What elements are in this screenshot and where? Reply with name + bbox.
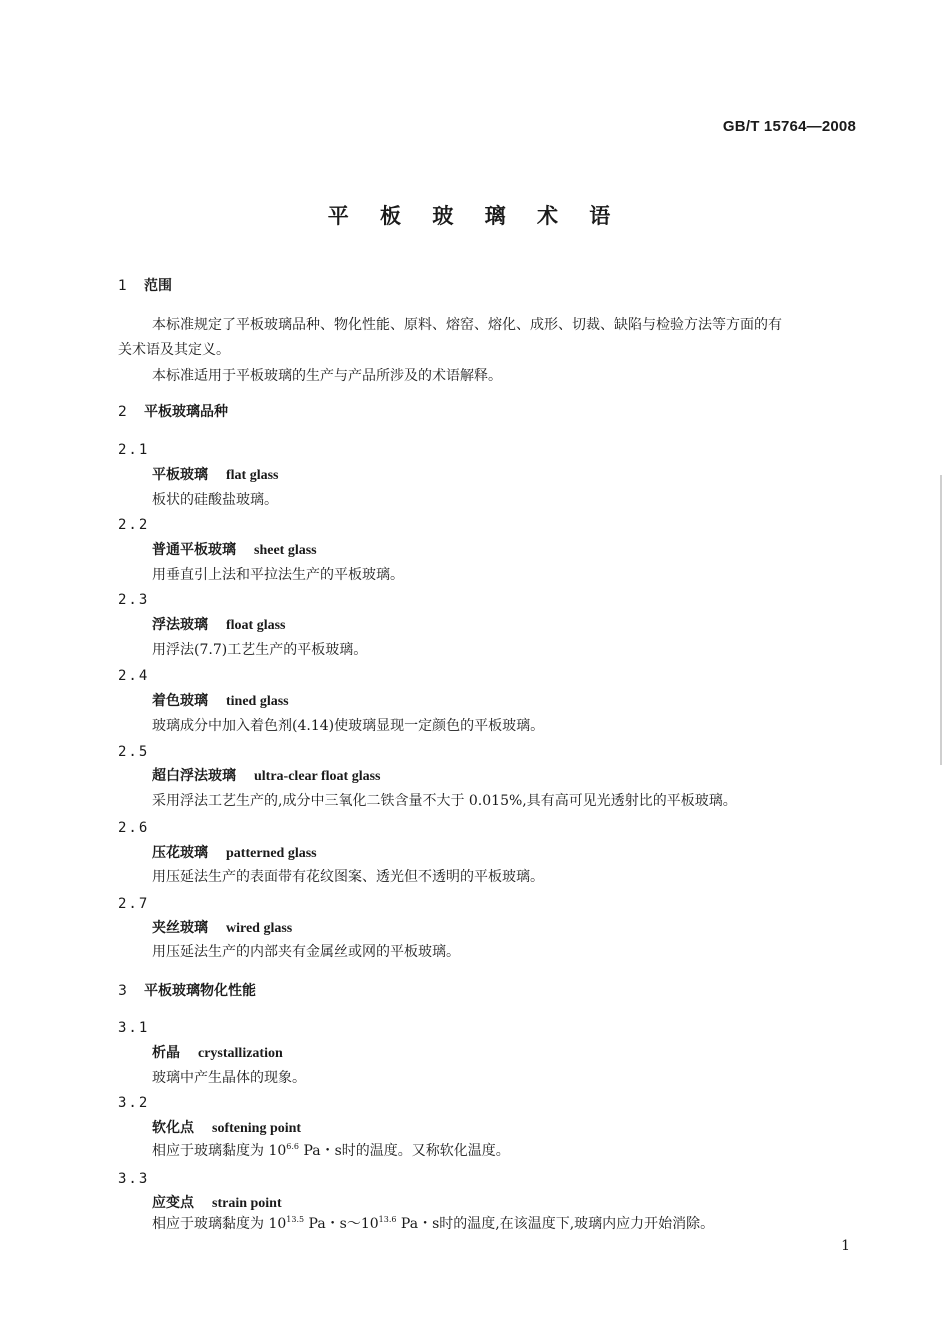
- exponent: 13.6: [378, 1215, 397, 1224]
- term-zh: 超白浮法玻璃: [152, 768, 236, 784]
- term-zh: 着色玻璃: [152, 693, 208, 709]
- section-title: 范围: [144, 278, 172, 294]
- term-en: tined glass: [226, 694, 289, 709]
- definition-text: 相应于玻璃黏度为 10: [152, 1143, 287, 1159]
- term-en: float glass: [226, 618, 286, 633]
- term-en: patterned glass: [226, 846, 317, 861]
- page-title: 平 板 玻 璃 术 语: [327, 204, 623, 228]
- term-definition: 用垂直引上法和平拉法生产的平板玻璃。: [152, 567, 404, 583]
- term-en: softening point: [212, 1121, 302, 1136]
- term-entry: [152, 540, 317, 561]
- term-definition: 玻璃成分中加入着色剂(4.14)使玻璃显现一定颜色的平板玻璃。: [152, 718, 545, 734]
- section-title: 平板玻璃品种: [144, 404, 228, 420]
- term-number: 3.2: [118, 1095, 150, 1111]
- section-heading-1: [118, 276, 172, 296]
- term-zh: 析晶: [152, 1045, 180, 1061]
- term-number: 2.2: [118, 517, 150, 533]
- term-number: 2.5: [118, 744, 150, 760]
- definition-text: Pa・s时的温度。又称软化温度。: [299, 1143, 510, 1159]
- term-entry: [152, 766, 381, 787]
- exponent: 13.5: [286, 1215, 305, 1224]
- definition-text: Pa・s时的温度,在该温度下,玻璃内应力开始消除。: [396, 1216, 715, 1232]
- term-number: 3.1: [118, 1020, 150, 1036]
- term-entry: [152, 691, 289, 712]
- term-definition: 采用浮法工艺生产的,成分中三氧化二铁含量不大于 0.015%,具有高可见光透射比的平板玻璃。: [152, 793, 737, 809]
- exponent: 6.6: [286, 1142, 299, 1151]
- section-number: 2: [118, 404, 127, 420]
- term-en: sheet glass: [254, 543, 317, 558]
- term-zh: 平板玻璃: [152, 467, 208, 483]
- term-number: 2.4: [118, 668, 150, 684]
- term-entry: [152, 918, 292, 939]
- term-number: 2.6: [118, 820, 150, 836]
- term-entry: [152, 1193, 282, 1214]
- term-zh: 软化点: [152, 1120, 194, 1136]
- term-en: strain point: [212, 1196, 282, 1211]
- term-entry: [152, 1118, 301, 1139]
- section-title: 平板玻璃物化性能: [144, 983, 256, 999]
- term-number: 2.1: [118, 442, 150, 458]
- term-number: 2.3: [118, 592, 150, 608]
- scan-edge-divider: [940, 475, 942, 765]
- term-en: crystallization: [198, 1046, 283, 1061]
- page-number: 1: [841, 1238, 850, 1254]
- term-definition: 用压延法生产的表面带有花纹图案、透光但不透明的平板玻璃。: [152, 869, 544, 885]
- term-en: wired glass: [226, 921, 293, 936]
- term-definition: [152, 1214, 714, 1234]
- section-number: 3: [118, 983, 127, 999]
- term-zh: 压花玻璃: [152, 845, 208, 861]
- term-zh: 普通平板玻璃: [152, 542, 236, 558]
- definition-text: Pa・s～10: [304, 1216, 379, 1232]
- term-number: 2.7: [118, 896, 150, 912]
- term-definition: 用浮法(7.7)工艺生产的平板玻璃。: [152, 642, 368, 658]
- term-zh: 浮法玻璃: [152, 617, 208, 633]
- paragraph-line: 本标准适用于平板玻璃的生产与产品所涉及的术语解释。: [152, 368, 502, 384]
- section-heading-3: [118, 981, 256, 1001]
- section-number: 1: [118, 278, 127, 294]
- term-definition: 用压延法生产的内部夹有金属丝或网的平板玻璃。: [152, 944, 460, 960]
- term-en: ultra-clear float glass: [254, 769, 381, 784]
- term-entry: [152, 1043, 283, 1064]
- term-number: 3.3: [118, 1171, 150, 1187]
- term-entry: [152, 615, 286, 636]
- term-definition: 玻璃中产生晶体的现象。: [152, 1070, 306, 1086]
- standard-code: GB/T 15764—2008: [722, 118, 856, 135]
- term-entry: [152, 465, 279, 486]
- term-zh: 应变点: [152, 1195, 194, 1211]
- paragraph-line: 关术语及其定义。: [118, 342, 230, 358]
- definition-text: 相应于玻璃黏度为 10: [152, 1216, 287, 1232]
- term-en: flat glass: [226, 468, 279, 483]
- term-definition: [152, 1141, 510, 1161]
- term-zh: 夹丝玻璃: [152, 920, 208, 936]
- term-entry: [152, 843, 317, 864]
- section-heading-2: [118, 402, 228, 422]
- term-definition: 板状的硅酸盐玻璃。: [152, 492, 278, 508]
- paragraph-line: 本标准规定了平板玻璃品种、物化性能、原料、熔窑、熔化、成形、切裁、缺陷与检验方法等方面的有: [152, 317, 782, 333]
